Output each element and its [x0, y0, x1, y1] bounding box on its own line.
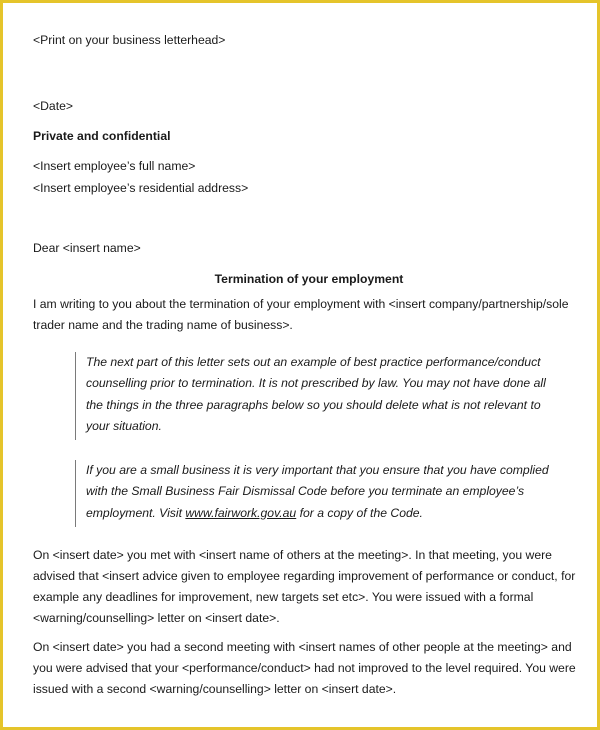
paragraph-line: you were advised that your <performance/conduct> had not improved to the level required. You were [33, 661, 576, 675]
paragraph-line: On <insert date> you met with <insert name of others at the meeting>. In that meeting, you were [33, 548, 552, 562]
note-line: The next part of this letter sets out an example of best practice performance/conduct [86, 355, 541, 369]
letter-subject: Termination of your employment [214, 272, 404, 286]
note-line: your situation. [86, 418, 162, 433]
date-placeholder: <Date> [33, 99, 73, 113]
paragraph-line: On <insert date> you had a second meeting with <insert names of other people at the meeting> and [33, 640, 572, 654]
recipient-name: <Insert employee’s full name> [33, 159, 196, 173]
confidential-heading: Private and confidential [33, 129, 171, 143]
note-line-with-link [86, 503, 566, 524]
note-line: If you are a small business it is very important that you ensure that you have complied [86, 463, 549, 477]
intro-line: I am writing to you about the termination of your employment with <insert company/partnership/sole [33, 297, 569, 311]
first-meeting-paragraph [33, 545, 585, 629]
salutation: Dear <insert name> [33, 241, 141, 255]
letterhead-instruction: <Print on your business letterhead> [33, 33, 226, 47]
note-line: counselling prior to termination. It is not prescribed by law. You may not have done all [86, 376, 546, 391]
guidance-note-2 [75, 460, 566, 527]
note-line: with the Small Business Fair Dismissal Code before you terminate an employee’s [86, 484, 525, 499]
paragraph-line: example any deadlines for improvement, new targets set etc>. You were issued with a formal [33, 590, 534, 604]
intro-line: trader name and the trading name of business>. [33, 318, 293, 332]
second-meeting-paragraph [33, 637, 585, 700]
note-link-prefix: employment. Visit [86, 505, 186, 520]
fairwork-link[interactable]: www.fairwork.gov.au [185, 505, 297, 520]
note-link-suffix: for a copy of the Code. [296, 505, 423, 520]
guidance-note-1 [75, 352, 566, 440]
paragraph-line: <warning/counselling> letter on <insert date>. [33, 611, 280, 625]
intro-paragraph [33, 294, 585, 336]
paragraph-line: issued with a second <warning/counselling> letter on <insert date>. [33, 682, 397, 696]
recipient-address: <Insert employee’s residential address> [33, 181, 249, 195]
paragraph-line: advised that <insert advice given to employee regarding improvement of performance or conduct, for [33, 569, 576, 583]
note-line: the things in the three paragraphs below so you should delete what is not relevant to [86, 397, 541, 412]
